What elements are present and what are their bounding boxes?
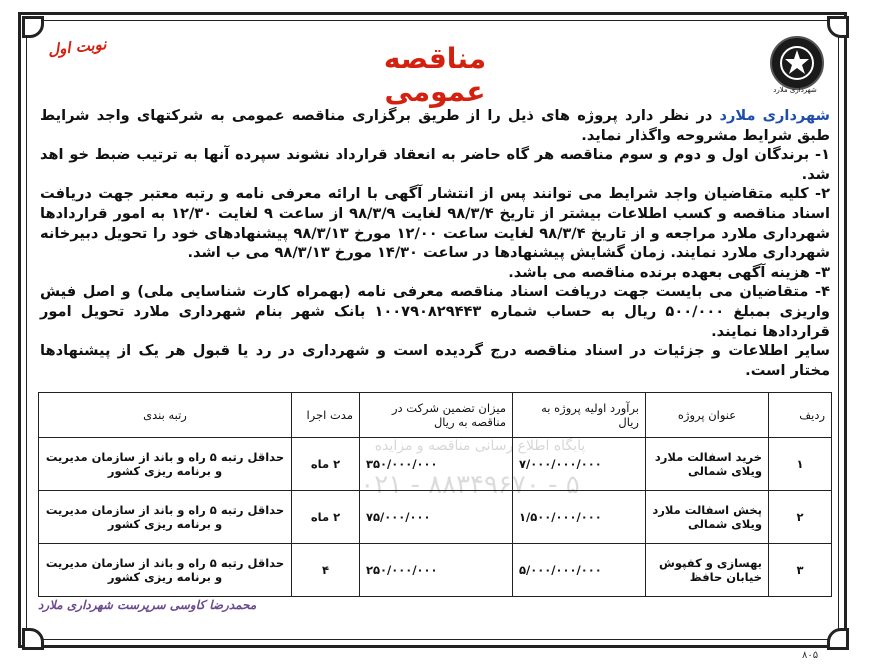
table-row bbox=[39, 544, 832, 597]
project-grade: حداقل رتبه ۵ راه و باند از سازمان مدیریت و برنامه ریزی کشور bbox=[39, 438, 292, 491]
header-grade: رتبه بندی bbox=[39, 393, 292, 438]
header-estimate: برآورد اولیه پروژه به ریال bbox=[513, 393, 646, 438]
clause-1: ۱- برندگان اول و دوم و سوم مناقصه هر گاه حاضر به انعقاد قرارداد نشوند سپرده آنها به ترتیب ضبط خو اهد شد. bbox=[40, 146, 830, 183]
project-estimate: ۱/۵۰۰/۰۰۰/۰۰۰ bbox=[513, 491, 646, 544]
project-title: خرید اسفالت ملارد ویلای شمالی bbox=[646, 438, 769, 491]
header-guarantee: میزان تضمین شرکت در مناقصه به ریال bbox=[360, 393, 513, 438]
row-number: ۱ bbox=[769, 438, 832, 491]
table-row bbox=[39, 491, 832, 544]
row-number: ۳ bbox=[769, 544, 832, 597]
project-duration: ۲ ماه bbox=[292, 491, 360, 544]
municipality-emblem-icon bbox=[770, 36, 824, 90]
project-grade: حداقل رتبه ۵ راه و باند از سازمان مدیریت و برنامه ریزی کشور bbox=[39, 544, 292, 597]
clause-3: ۳- هزینه آگهی بعهده برنده مناقصه می باشد. bbox=[508, 263, 830, 281]
project-guarantee: ۳۵۰/۰۰۰/۰۰۰ bbox=[360, 438, 513, 491]
tender-body bbox=[40, 106, 830, 380]
clause-2: ۲- کلیه متقاضیان واجد شرایط می توانند پس از انتشار آگهی با ارائه معرفی نامه و رتبه معتبر جهت دریافت اسناد مناقصه و کسب اطلاعات بیشتر از تاریخ ۹۸/۳/۴ لغایت ۹۸/۳/۹ از ساعت ۹ لغایت ۱۲/۳۰ به امور قراردادها شهرداری ملارد مراجعه و از تاریخ ۹۸/۳/۴ لغایت ساعت ۱۲/۰۰ مورخ ۹۸/۳/۱۳ پیشنهادهای خود را تحویل دبیرخانه شهرداری ملارد نمایند. زمان گشایش پیشنهادها در ساعت ۱۴/۳۰ مورخ ۹۸/۳/۱۳ می ب اشد. bbox=[40, 185, 831, 262]
watermark-text: پایگاه اطلاع رسانی مناقصه و مزایده bbox=[374, 438, 586, 454]
footer-number: ۸۰۵ bbox=[802, 650, 819, 661]
watermark-phone: ۰۲۱ - ۸۸۳۴۹۶۷۰ - ۵ bbox=[360, 470, 580, 500]
header-duration: مدت اجرا bbox=[292, 393, 360, 438]
project-guarantee: ۲۵۰/۰۰۰/۰۰۰ bbox=[360, 544, 513, 597]
logo-caption: شهرداری ملارد bbox=[773, 86, 817, 94]
city-name: شهرداری ملارد bbox=[719, 107, 830, 124]
row-number: ۲ bbox=[769, 491, 832, 544]
page-title: مناقصه عمومی bbox=[383, 42, 487, 108]
table-row bbox=[39, 438, 832, 491]
project-duration: ۲ ماه bbox=[292, 438, 360, 491]
clause-5: سایر اطلاعات و جزئیات در اسناد مناقصه درج گردیده است و شهرداری در رد یا قبول هر یک از پیشنهادها مختار است. bbox=[40, 342, 830, 379]
header-project-title: عنوان پروژه bbox=[646, 393, 769, 438]
first-notice-badge: نوبت اول bbox=[47, 34, 108, 60]
project-duration: ۴ bbox=[292, 544, 360, 597]
project-estimate: ۷/۰۰۰/۰۰۰/۰۰۰ bbox=[513, 438, 646, 491]
intro-paragraph bbox=[40, 106, 830, 145]
project-grade: حداقل رتبه ۵ راه و باند از سازمان مدیریت و برنامه ریزی کشور bbox=[39, 491, 292, 544]
project-title: بهسازی و کفپوش خیابان حافظ bbox=[646, 544, 769, 597]
intro-text: در نظر دارد پروژه های ذیل را از طریق برگزاری مناقصه عمومی به شرکتهای واجد شرایط طبق شرایط مشروحه واگذار نماید. bbox=[40, 107, 830, 144]
signature: محمدرضا کاوسی سرپرست شهرداری ملارد bbox=[38, 598, 257, 612]
project-guarantee: ۷۵/۰۰۰/۰۰۰ bbox=[360, 491, 513, 544]
project-title: پخش اسفالت ملارد ویلای شمالی bbox=[646, 491, 769, 544]
projects-table bbox=[38, 392, 832, 597]
project-estimate: ۵/۰۰۰/۰۰۰/۰۰۰ bbox=[513, 544, 646, 597]
table-header-row bbox=[39, 393, 832, 438]
clause-4: ۴- متقاضیان می بایست جهت دریافت اسناد مناقصه معرفی نامه (بهمراه کارت شناسایی ملی) و اصل فیش واریزی بمبلغ ۵۰۰/۰۰۰ ریال به حساب شماره ۱۰۰۷۹۰۸۲۹۴۴۳ بانک شهر بنام شهرداری ملارد تحویل امور قراردادها نمایند. bbox=[40, 283, 830, 340]
corner-ornament bbox=[827, 628, 849, 650]
header-row-number: ردیف bbox=[769, 393, 832, 438]
